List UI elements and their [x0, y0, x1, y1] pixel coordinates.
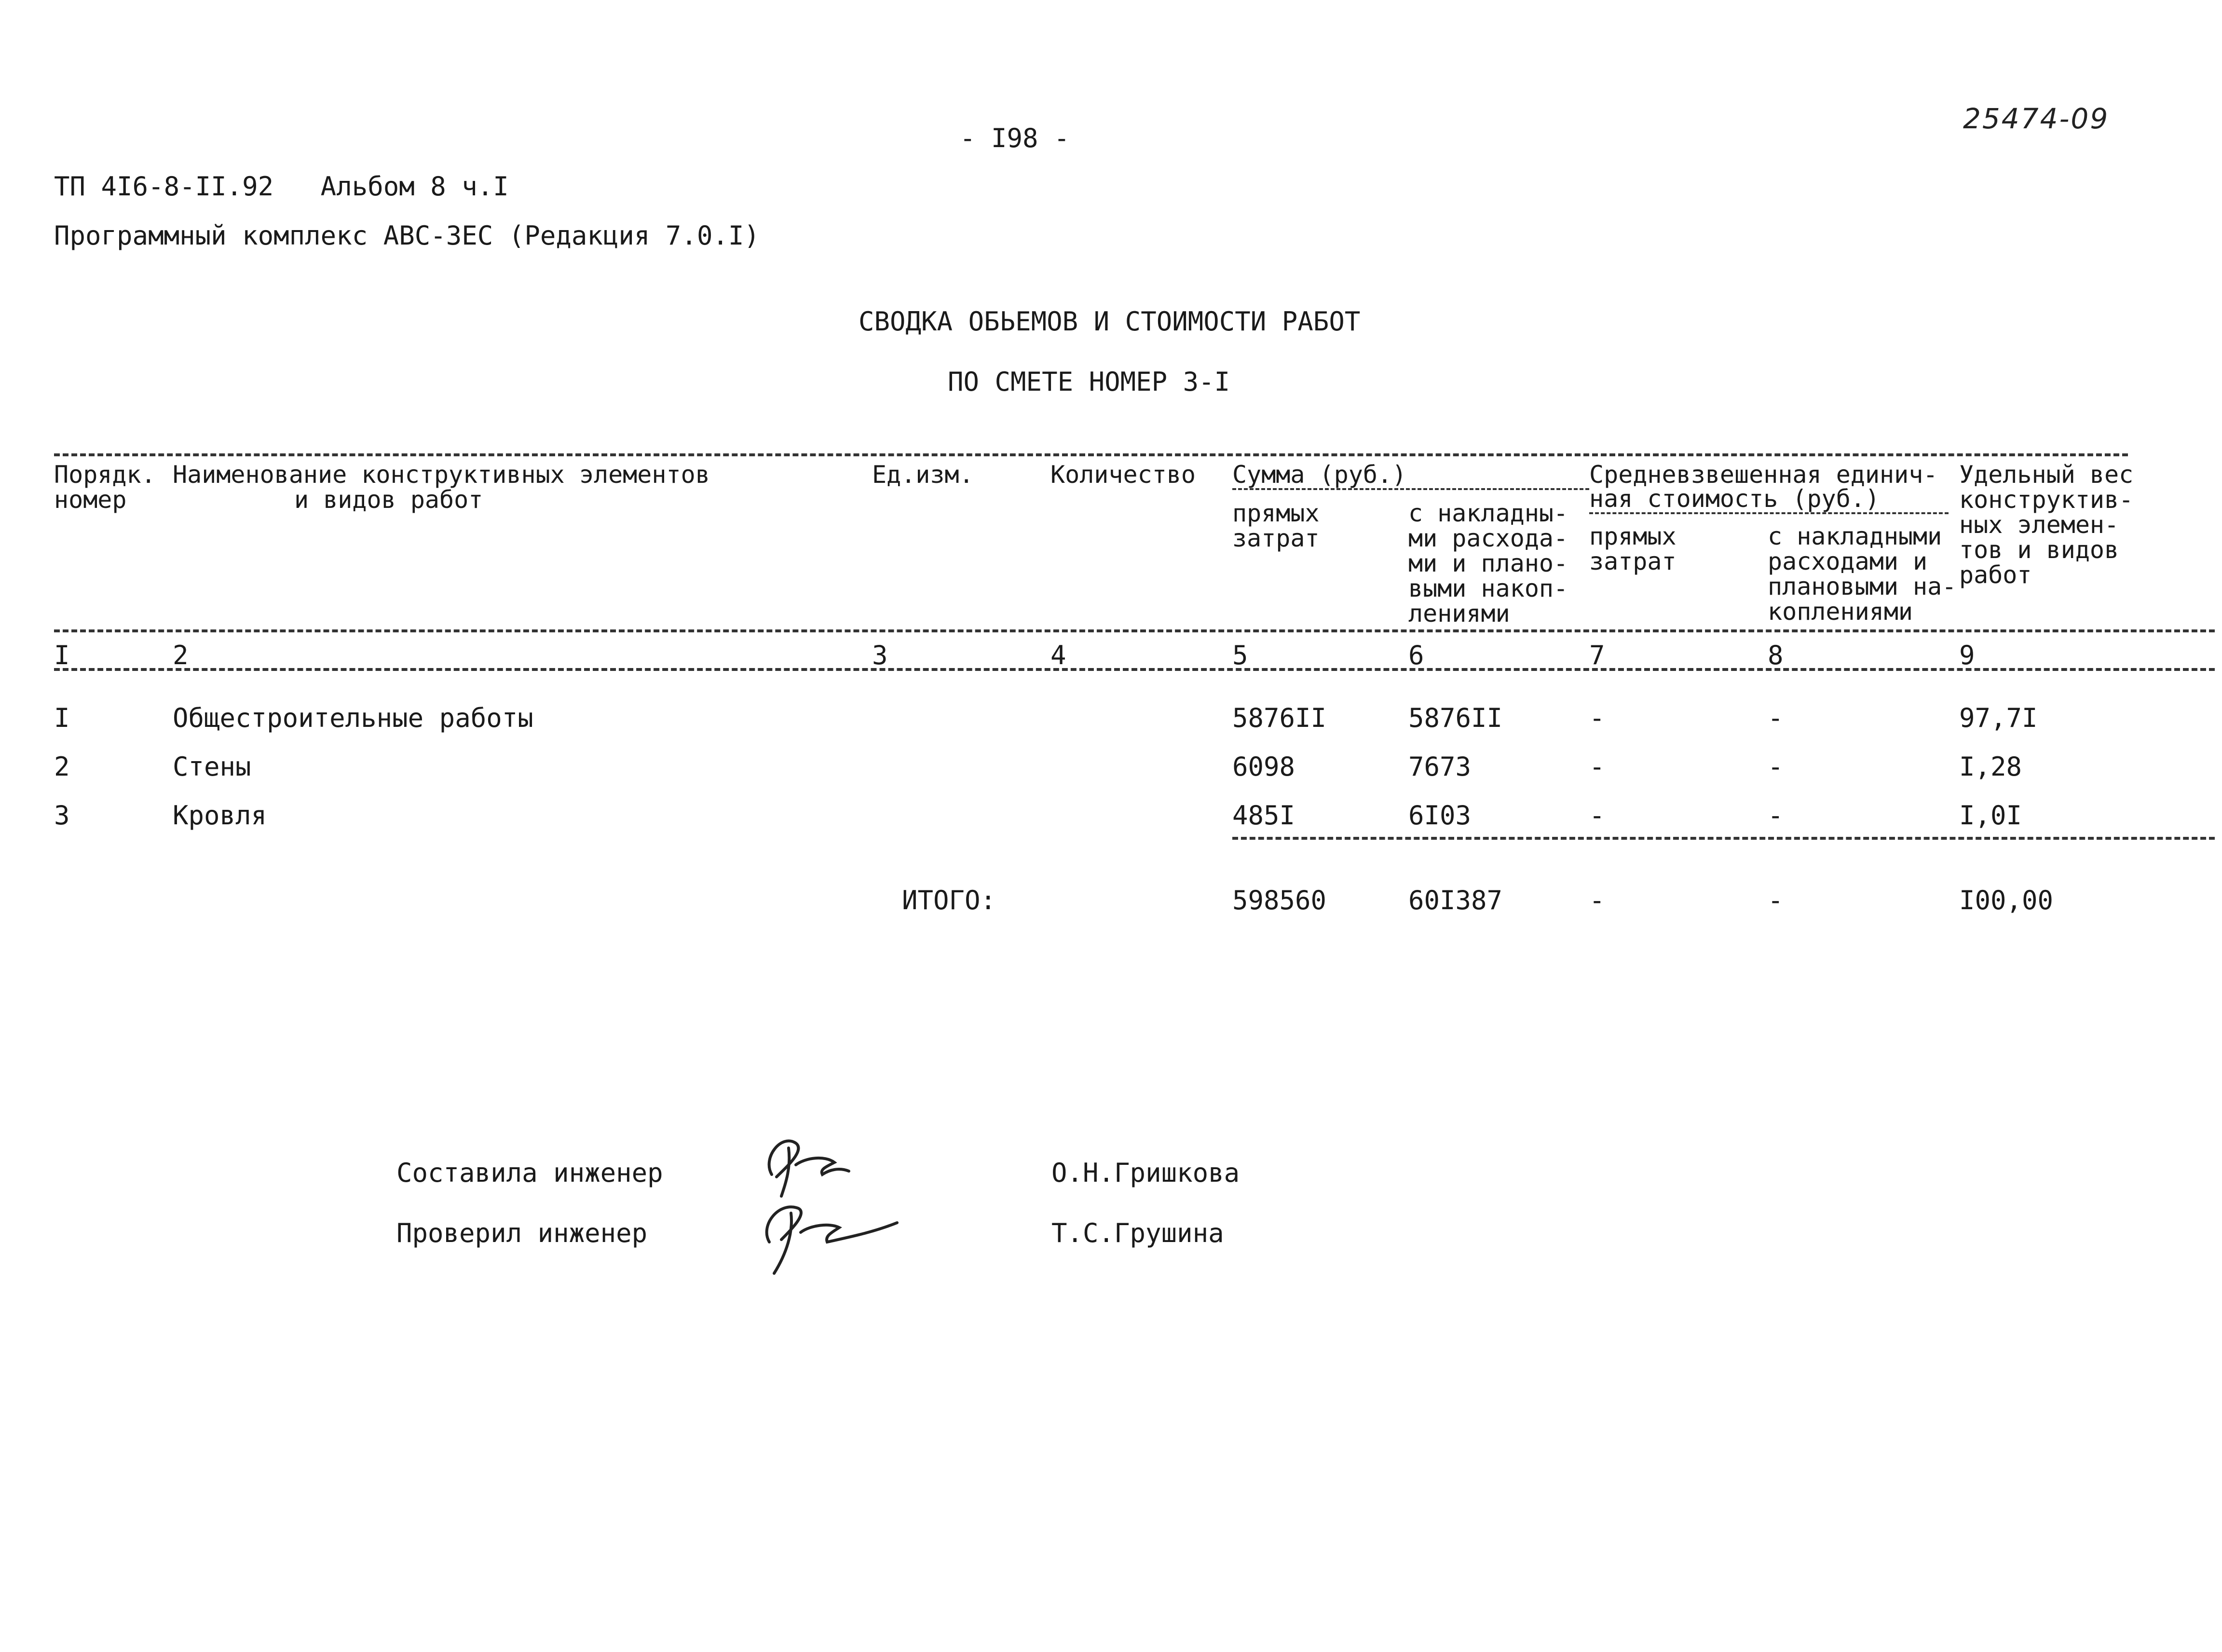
col-number-8: 8 [1768, 640, 1784, 670]
page-number: - I98 - [960, 123, 1070, 153]
col-number-1: I [54, 640, 70, 670]
header-specific-weight: Удельный вес конструктив- ных элемен- тов и видов работ [1959, 461, 2134, 589]
col-number-9: 9 [1959, 640, 1975, 670]
total-specific-weight: I00,00 [1959, 885, 2054, 915]
handwritten-signatures [752, 1129, 916, 1278]
header-order-number: Порядк. номер [54, 461, 156, 514]
row-name: Кровля [173, 800, 267, 831]
row-specific-weight: I,28 [1959, 751, 2022, 782]
compiled-by-label: Составила инженер [396, 1158, 663, 1188]
sum-group-underline [1232, 488, 1589, 490]
row-direct-costs: 5876II [1232, 703, 1327, 733]
header-with-overhead: с накладны- ми расхода- ми и плано- выми накоп- лениями [1408, 499, 1568, 628]
row-avg-with-overhead: - [1768, 800, 1784, 831]
document-title: СВОДКА ОБЬЕМОВ И СТОИМОСТИ РАБОТ [859, 306, 1361, 337]
compiled-by-name: О.Н.Гришкова [1051, 1158, 1240, 1188]
total-avg-direct: - [1589, 885, 1605, 915]
total-with-overhead: 60I387 [1408, 885, 1503, 915]
row-specific-weight: I,0I [1959, 800, 2022, 831]
header-avg-with-overhead: с накладными расходами и плановыми на- коплениями [1768, 522, 1957, 626]
header-direct-costs: прямых затрат [1232, 499, 1320, 552]
row-avg-direct: - [1589, 751, 1605, 782]
header-avg-direct: прямых затрат [1589, 522, 1677, 575]
header-unit: Ед.изм. [872, 461, 974, 489]
header-sum-group: Сумма (руб.) [1232, 461, 1407, 489]
total-label: ИТОГО: [902, 885, 996, 915]
col-number-4: 4 [1050, 640, 1066, 670]
header-bottom-rule [54, 629, 2215, 632]
row-avg-with-overhead: - [1768, 703, 1784, 733]
header-name-line2: и видов работ [294, 486, 483, 514]
col-number-6: 6 [1408, 640, 1424, 670]
row-direct-costs: 485I [1232, 800, 1295, 831]
total-rule [1232, 837, 2215, 840]
row-with-overhead: 7673 [1408, 751, 1472, 782]
row-with-overhead: 6I03 [1408, 800, 1472, 831]
document-subtitle: ПО СМЕТЕ НОМЕР 3-I [948, 367, 1230, 397]
col-numbers-rule [54, 668, 2215, 671]
col-number-5: 5 [1232, 640, 1248, 670]
total-direct-costs: 598560 [1232, 885, 1327, 915]
row-name: Стены [173, 751, 251, 782]
checked-by-label: Проверил инженер [396, 1218, 648, 1248]
row-number: 2 [54, 751, 70, 782]
header-name-line1: Наименование конструктивных элементов [173, 461, 710, 489]
avg-group-underline [1589, 512, 1949, 514]
total-avg-with-overhead: - [1768, 885, 1784, 915]
row-avg-with-overhead: - [1768, 751, 1784, 782]
header-quantity: Количество [1050, 461, 1196, 489]
stamp-number: 25474-09 [1963, 102, 2110, 135]
row-name: Общестроительные работы [173, 703, 533, 733]
document-reference: ТП 4I6-8-II.92 Альбом 8 ч.I [54, 171, 509, 202]
col-number-7: 7 [1589, 640, 1605, 670]
header-avg-group-line1: Средневзвешенная единич- [1589, 461, 1938, 489]
row-number: 3 [54, 800, 70, 831]
row-with-overhead: 5876II [1408, 703, 1503, 733]
col-number-2: 2 [173, 640, 189, 670]
row-direct-costs: 6098 [1232, 751, 1295, 782]
row-number: I [54, 703, 70, 733]
table-top-rule [54, 453, 2128, 456]
col-number-3: 3 [872, 640, 888, 670]
header-avg-group-line2: ная стоимость (руб.) [1589, 485, 1880, 513]
row-specific-weight: 97,7I [1959, 703, 2038, 733]
checked-by-name: Т.С.Грушина [1051, 1218, 1224, 1248]
row-avg-direct: - [1589, 703, 1605, 733]
software-line: Программный комплекс АВС-ЗЕС (Редакция 7.0.I) [54, 220, 760, 251]
row-avg-direct: - [1589, 800, 1605, 831]
